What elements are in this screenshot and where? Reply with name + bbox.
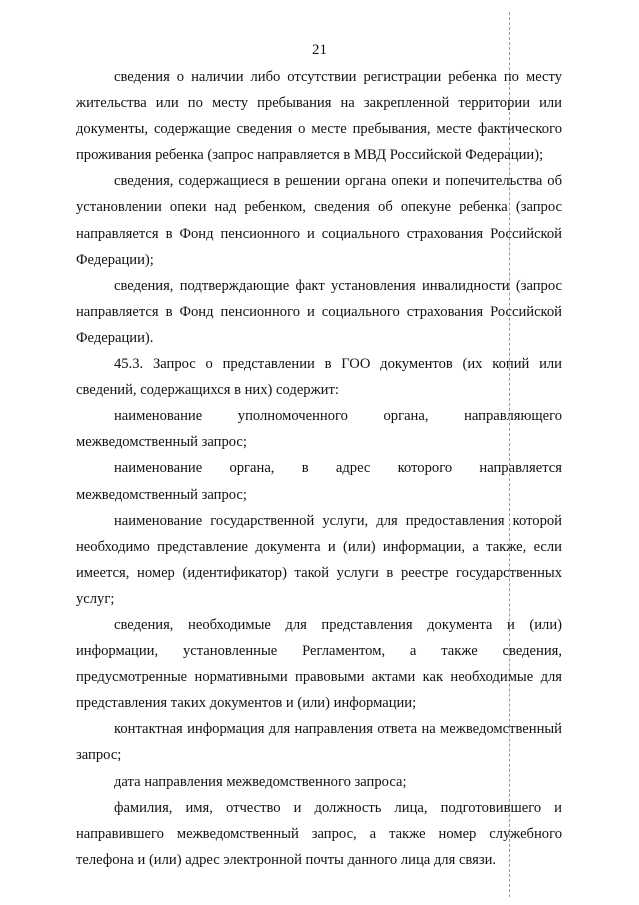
paragraph-request-date: дата направления межведомственного запроса; [114,773,407,790]
document-body [76,64,562,873]
paragraph-requesting-authority: наименование уполномоченного органа, направляющего межведомственный запрос; [76,408,562,451]
paragraph-required-details: сведения, необходимые для представления документа и (или) информации, установленные Регламентом, а также сведения, предусмотренные нормативными правовыми актами как необходимые для представления таких документов и (или) информации; [76,616,562,712]
paragraph-responsible-person: фамилия, имя, отчество и должность лица, подготовившего и направившего межведомственный запрос, а также номер служебного телефона и (или) адрес электронной почты данного лица для связи. [76,799,562,868]
paragraph-recipient-authority: наименование органа, в адрес которого направляется межведомственный запрос; [76,460,562,503]
page-number: 21 [312,42,327,58]
paragraph-service-name: наименование государственной услуги, для предоставления которой необходимо представление документа и (или) информации, а также, если имеется, номер (идентификатор) такой услуги в реестре государственных услуг; [76,512,562,607]
paragraph-disability-info: сведения, подтверждающие факт установления инвалидности (запрос направляется в Фонд пенсионного и социального страхования Российской Федерации). [76,277,562,346]
paragraph-registration-info: сведения о наличии либо отсутствии регистрации ребенка по месту жительства или по месту пребывания на закрепленной территории или документы, содержащие сведения о месте пребывания, месте фактического проживания ребенка (запрос направляется в МВД Российской Федерации); [76,69,562,164]
paragraph-section-45-3: 45.3. Запрос о представлении в ГОО документов (их копий или сведений, содержащихся в них) содержит: [76,356,562,399]
paragraph-contact-info: контактная информация для направления ответа на межведомственный запрос; [76,721,562,764]
paragraph-guardianship-info: сведения, содержащиеся в решении органа опеки и попечительства об установлении опеки над ребенком, сведения об опекуне ребенка (запрос направляется в Фонд пенсионного и социального страхования Российской Федерации); [76,173,562,268]
